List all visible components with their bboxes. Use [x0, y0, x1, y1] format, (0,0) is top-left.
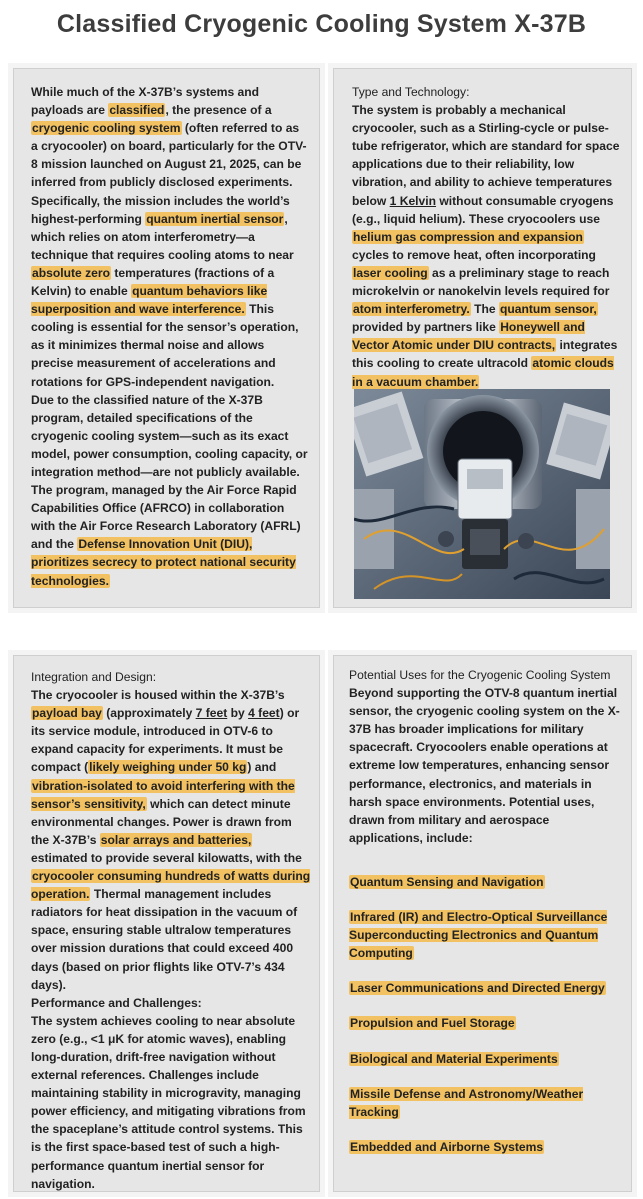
highlight: payload bay — [32, 706, 102, 721]
text-span: , which relies on atom interferometry—a technique that requires cooling atoms to near — [31, 211, 294, 262]
text-span: ) or its service module, introduced in OTV-6 to expand capacity for experiments. It must be compact ( — [31, 706, 300, 775]
text-span: without consumable cryogens (e.g., liquid helium). These cryocoolers use — [352, 193, 614, 226]
highlight: Embedded and Airborne Systems — [350, 1139, 544, 1154]
panel-overview — [13, 68, 320, 608]
highlight: Infrared (IR) and Electro-Optical Surveillance Superconducting Electronics and Quantum Computing — [349, 910, 608, 961]
highlight: Quantum Sensing and Navigation — [350, 874, 544, 889]
panel-integration-design — [13, 655, 320, 1192]
list-item — [349, 1050, 624, 1068]
highlight: atomic clouds in a vacuum chamber. — [352, 356, 614, 389]
underlined-text: 4 feet — [248, 706, 280, 721]
highlight: quantum sensor, — [499, 302, 597, 317]
highlight: cryogenic cooling system — [32, 121, 181, 136]
text-span: The cryocooler is housed within the X-37B’s — [31, 688, 285, 703]
list-item — [349, 873, 624, 891]
cryocooler-illustration — [354, 389, 610, 599]
text-span: The system is probably a mechanical cryocooler, such as a Stirling-cycle or pulse-tube refrigerator, which are standard for space applications due to their reliability, low vibration, and ability to achieve temperatures below — [352, 103, 620, 208]
potential-uses-text — [349, 666, 624, 1156]
text-span: cycles to remove heat, often incorporating — [352, 247, 596, 262]
highlight: cryocooler consuming hundreds of watts during operation. — [31, 869, 311, 902]
panel-type-technology — [333, 68, 632, 608]
text-span: temperatures (fractions of a Kelvin) to enable — [31, 265, 275, 299]
text-span: ) and — [247, 760, 277, 775]
highlight: vibration-isolated to avoid interfering with the sensor’s sensitivity, — [31, 778, 295, 811]
list-item — [349, 979, 624, 997]
list-item — [349, 1085, 624, 1121]
overview-text — [31, 83, 309, 590]
highlight: quantum inertial sensor — [146, 211, 284, 226]
highlight: Missile Defense and Astronomy/Weather Tracking — [349, 1086, 584, 1119]
highlight: classified — [109, 103, 165, 118]
highlight: likely weighing under 50 kg — [89, 760, 247, 775]
text-span: (approximately — [102, 706, 196, 721]
integration-text — [31, 668, 311, 1193]
underlined-text: 1 Kelvin — [389, 193, 437, 208]
text-span: While much of the X-37B’s systems and payloads are — [31, 85, 260, 118]
list-item — [349, 1138, 624, 1156]
text-span: by — [227, 706, 249, 721]
text-span: This cooling is essential for the sensor’s operation, as it minimizes thermal noise and allows precise measurement of accelerations and rotations for GPS-independent navigation. — [31, 302, 299, 389]
section-heading: Performance and Challenges: — [31, 995, 202, 1010]
highlight: Laser Communications and Directed Energy — [350, 981, 605, 996]
type-technology-text — [352, 83, 624, 391]
highlight: Propulsion and Fuel Storage — [350, 1016, 515, 1031]
text-span: The system achieves cooling to near absolute zero (e.g., <1 μK for atomic waves), enabling long-duration, drift-free navigation without external references. Challenges include maintaining stability in microgravity, managing power efficiency, and mitigating vibrations from the spaceplane’s attitude control systems. This is the first space-based test of such a high-performance quantum inertial sensor for navigation. — [31, 1013, 306, 1191]
text-span: provided by partners like — [352, 320, 500, 335]
highlight: absolute zero — [32, 265, 110, 280]
page-title: Classified Cryogenic Cooling System X-37B — [56, 10, 587, 38]
underlined-text: 7 feet — [195, 706, 228, 721]
section-heading: Integration and Design: — [31, 670, 157, 684]
text-span: , the presence of a — [165, 103, 272, 118]
section-heading: Potential Uses for the Cryogenic Cooling System — [349, 668, 611, 682]
highlight: laser cooling — [353, 265, 428, 280]
list-item — [349, 908, 624, 962]
highlight: helium gas compression and expansion — [353, 229, 583, 244]
text-span: Thermal management includes radiators for heat dissipation in the vacuum of space, ensuring stable ultralow temperatures over mission durations that could exceed 400 days (based on prior flights like OTV-7’s 434 days). — [31, 887, 298, 992]
text-span: (often referred to as a cryocooler) on board, particularly for the OTV-8 mission launched on August 21, 2025, can be inferred from publicly disclosed experiments. Specifically, the mission includes the world’s highest-performing — [31, 121, 307, 226]
highlight: solar arrays and batteries, — [100, 832, 252, 847]
highlight: Biological and Material Experiments — [350, 1051, 558, 1066]
highlight: Honeywell and Vector Atomic under DIU contracts, — [352, 320, 585, 353]
highlight: Defense Innovation Unit (DIU), prioritizes secrecy to protect national security technologies. — [31, 537, 296, 588]
text-span: The — [470, 302, 499, 317]
highlight: atom interferometry. — [353, 302, 470, 317]
panel-potential-uses — [333, 655, 632, 1192]
cryocooler-image — [354, 389, 610, 599]
intro-paragraph: Beyond supporting the OTV-8 quantum inertial sensor, the cryogenic cooling system on the X-37B has broader implications for military spacecraft. Cryocoolers enable operations at extreme low temperatures, enhancing sensor performance, electronics, and materials in harsh space environments. Potential uses, drawn from military and aerospace applications, include: — [349, 686, 620, 845]
list-item — [349, 1014, 624, 1032]
text-span: integrates this cooling to create ultracold — [352, 338, 618, 371]
uses-list — [349, 873, 624, 1156]
text-span: Due to the classified nature of the X-37B program, detailed specifications of the cryogenic cooling system—such as its exact model, power consumption, cooling capacity, or integration method—are not publicly available. The program, managed by the Air Force Rapid Capabilities Office (AFRCO) in collaboration with the Air Force Research Laboratory (AFRL) and the — [31, 392, 308, 552]
text-span: estimated to provide several kilowatts, with the — [31, 850, 302, 865]
text-span: as a preliminary stage to reach microkelvin or nanokelvin levels required for — [352, 265, 610, 299]
highlight: quantum behaviors like superposition and wave interference. — [31, 284, 268, 317]
section-heading: Type and Technology: — [352, 85, 470, 99]
text-span: which can detect minute environmental changes. Power is drawn from the X-37B’s — [31, 796, 292, 847]
